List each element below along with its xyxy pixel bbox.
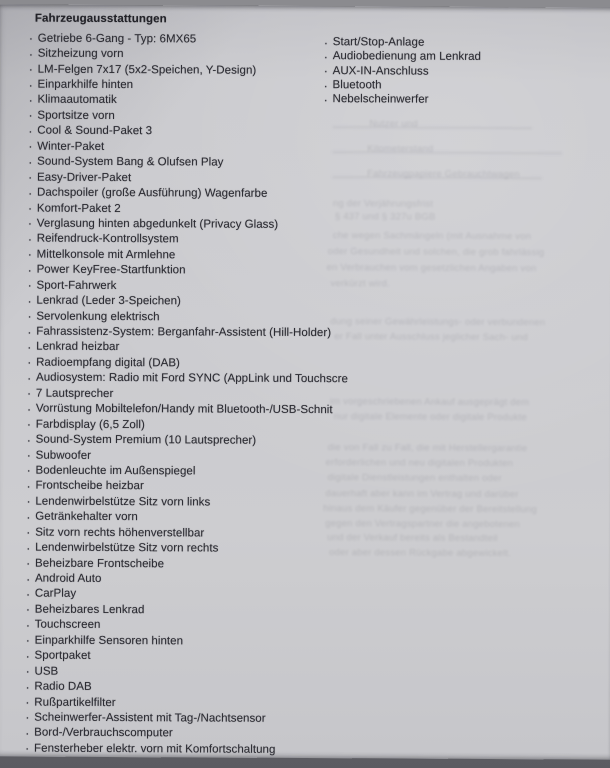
list-item-label: Vorrüstung Mobiltelefon/Handy mit Bluetooth-/USB-Schnit bbox=[35, 402, 333, 417]
list-item-label: Start/Stop-Anlage bbox=[332, 36, 425, 49]
list-item-label: Farbdisplay (6,5 Zoll) bbox=[35, 418, 145, 431]
list-item-label: CarPlay bbox=[34, 588, 77, 601]
bullet-dot-icon: · bbox=[26, 385, 32, 401]
list-item bbox=[323, 49, 482, 65]
list-item-label: Scheinwerfer-Assistent mit Tag-/Nachtsensor bbox=[34, 711, 266, 725]
bullet-dot-icon: · bbox=[28, 46, 34, 62]
list-item-label: Audiosystem: Radio mit Ford SYNC (AppLink und Touchscre bbox=[35, 371, 348, 386]
bullet-dot-icon: · bbox=[25, 663, 30, 679]
bullet-dot-icon: · bbox=[27, 324, 32, 340]
list-item-label: Verglasung hinten abgedunkelt (Privacy Glass) bbox=[36, 217, 279, 231]
list-item-label: Sport-Fahrwerk bbox=[36, 279, 117, 292]
list-item-label: Mittelkonsole mit Armlehne bbox=[36, 248, 176, 262]
list-item-label: Beheizbares Lenkrad bbox=[34, 603, 145, 617]
list-item-label: Lendenwirbelstütze Sitz vorn links bbox=[35, 495, 211, 509]
bleed-line: Fahrzeugpapiere Gebrauchtwagen bbox=[367, 168, 520, 181]
bullet-dot-icon: · bbox=[26, 555, 31, 571]
list-item-label: Einparkhilfe Sensoren hinten bbox=[34, 634, 184, 648]
bullet-dot-icon: · bbox=[25, 710, 30, 726]
list-item-label: Cool & Sound-Paket 3 bbox=[37, 124, 153, 138]
bullet-dot-icon: · bbox=[25, 679, 30, 695]
list-item-label: Nebelscheinwerfer bbox=[332, 93, 429, 106]
list-item-label: Reifendruck-Kontrollsystem bbox=[36, 232, 179, 246]
list-item-label: Power KeyFree-Startfunktion bbox=[36, 263, 186, 277]
list-item-label: Sportpaket bbox=[34, 649, 91, 663]
list-item-label: AUX-IN-Anschluss bbox=[332, 64, 429, 78]
list-item-label: Sitz vorn rechts höhenverstellbar bbox=[35, 526, 205, 540]
list-item bbox=[323, 77, 481, 93]
bleed-line: hinaus dem Käufer gegenüber der Bereitstellung bbox=[323, 503, 537, 516]
bullet-dot-icon: · bbox=[27, 200, 33, 216]
list-item-label: Servolenkung elektrisch bbox=[36, 310, 160, 323]
bleed-line: und der Verkauf bereits als Bestandteil bbox=[327, 532, 498, 545]
bullet-dot-icon: · bbox=[28, 77, 33, 93]
bleed-line: Nutzer und bbox=[369, 118, 418, 130]
list-item bbox=[323, 63, 481, 79]
bullet-dot-icon: · bbox=[28, 169, 33, 185]
bleed-line: erforderlichen und neu digitalen Produkten bbox=[325, 457, 514, 470]
bullet-dot-icon: · bbox=[27, 354, 32, 370]
list-item-label: Lenkrad (Leder 3-Speichen) bbox=[36, 294, 181, 308]
equipment-list-left bbox=[25, 30, 610, 760]
bleed-line: che wegen Sachmängeln (mit Ausnahme von bbox=[332, 230, 532, 243]
equipment-columns bbox=[25, 30, 610, 760]
list-item-label: Rußpartikelfilter bbox=[34, 696, 116, 709]
bleed-line: dung seiner Gewährleistungs- oder verbundenen bbox=[330, 316, 546, 329]
list-item-label: Subwoofer bbox=[35, 449, 92, 462]
bullet-dot-icon: · bbox=[28, 154, 33, 170]
list-item-label: Sportsitze vorn bbox=[37, 109, 115, 122]
bullet-dot-icon: · bbox=[25, 648, 30, 664]
bullet-dot-icon: · bbox=[26, 463, 31, 479]
list-item-label: Einparkhilfe hinten bbox=[37, 78, 134, 92]
bullet-dot-icon: · bbox=[26, 524, 31, 540]
bullet-dot-icon: · bbox=[26, 509, 31, 525]
list-item-label: Bluetooth bbox=[332, 79, 382, 92]
list-item-label: Lendenwirbelstütze Sitz vorn rechts bbox=[35, 541, 219, 555]
list-item-label: Radioempfang digital (DAB) bbox=[36, 356, 180, 370]
list-item-label: Touchscreen bbox=[34, 618, 101, 632]
bullet-dot-icon: · bbox=[323, 34, 329, 50]
bullet-dot-icon: · bbox=[26, 540, 31, 556]
bullet-dot-icon: · bbox=[27, 246, 33, 262]
bullet-dot-icon: · bbox=[26, 447, 32, 463]
equipment-list-right bbox=[323, 34, 482, 107]
bullet-dot-icon: · bbox=[26, 432, 32, 448]
bullet-dot-icon: · bbox=[323, 63, 329, 79]
bleed-line: en Verbrauchen vom gesetzlichen Angaben von bbox=[326, 262, 537, 275]
bleed-line: digitale Dienstleistungen enthalten oder bbox=[327, 472, 502, 485]
list-item-label: Android Auto bbox=[34, 572, 102, 585]
list-item-label: Fahrassistenz-System: Berganfahr-Assistent (Hill-Holder) bbox=[36, 325, 332, 340]
bullet-dot-icon: · bbox=[28, 30, 34, 46]
bullet-dot-icon: · bbox=[25, 586, 31, 602]
bullet-dot-icon: · bbox=[26, 493, 31, 509]
bleed-line: nur digitale Elemente oder digitale Produkte bbox=[333, 411, 527, 424]
paper-page bbox=[0, 4, 610, 759]
list-item-label: Sitzheizung vorn bbox=[37, 47, 124, 61]
bullet-dot-icon: · bbox=[323, 49, 329, 65]
list-item-label: Easy-Driver-Paket bbox=[37, 171, 132, 184]
list-item-label: 7 Lautsprecher bbox=[35, 387, 114, 400]
bullet-dot-icon: · bbox=[323, 77, 328, 93]
bleed-line: oder Gesundheit und solchen, die grob fahrlässig bbox=[327, 246, 545, 259]
list-item-label: Audiobedienung am Lenkrad bbox=[332, 50, 482, 64]
bullet-dot-icon: · bbox=[25, 632, 31, 648]
bullet-dot-icon: · bbox=[27, 339, 32, 355]
bullet-dot-icon: · bbox=[27, 231, 33, 247]
bullet-dot-icon: · bbox=[25, 601, 31, 617]
list-item-label: Komfort-Paket 2 bbox=[36, 202, 121, 215]
bullet-dot-icon: · bbox=[323, 91, 328, 107]
bleed-line: Kilometerstand bbox=[367, 143, 434, 155]
bullet-dot-icon: · bbox=[27, 185, 33, 201]
bullet-dot-icon: · bbox=[27, 308, 32, 324]
list-item-label: USB bbox=[34, 665, 59, 678]
list-item-label: Winter-Paket bbox=[37, 140, 105, 153]
bleed-line: oder aber dessen Rückgabe abgewickelt. bbox=[329, 547, 512, 560]
bullet-dot-icon: · bbox=[25, 725, 30, 741]
bullet-dot-icon: · bbox=[26, 370, 32, 386]
list-item-label: Fensterheber elektr. vorn mit Komfortschaltung bbox=[34, 742, 276, 756]
bullet-dot-icon: · bbox=[26, 401, 32, 417]
list-item-label: Getriebe 6-Gang - Typ: 6MX65 bbox=[37, 32, 197, 46]
bullet-dot-icon: · bbox=[27, 216, 33, 232]
list-item-label: Bord-/Verbrauchscomputer bbox=[34, 726, 173, 740]
list-item-label: Sound-System Premium (10 Lautsprecher) bbox=[35, 433, 257, 447]
list-item bbox=[323, 34, 481, 50]
bullet-dot-icon: · bbox=[28, 123, 33, 139]
bleed-line: gegen den Vertragspartner die angebotenen bbox=[325, 518, 520, 531]
bleed-line: er Fall unter Ausschluss jeglicher Sach- und bbox=[334, 331, 528, 344]
bleed-line: ng der Verjährungsfrist bbox=[332, 198, 434, 210]
list-item-label: Sound-System Bang & Olufsen Play bbox=[37, 155, 224, 169]
bullet-dot-icon: · bbox=[25, 617, 31, 633]
bullet-dot-icon: · bbox=[28, 138, 33, 154]
bullet-dot-icon: · bbox=[27, 277, 32, 293]
bullet-dot-icon: · bbox=[28, 92, 33, 108]
bullet-dot-icon: · bbox=[26, 478, 31, 494]
list-item-label: LM-Felgen 7x17 (5x2-Speichen, Y-Design) bbox=[37, 63, 257, 77]
list-item bbox=[25, 740, 610, 759]
bullet-dot-icon: · bbox=[25, 571, 31, 587]
bleed-line: § 437 und § 327u BGB bbox=[334, 211, 436, 223]
list-item-label: Lenkrad heizbar bbox=[36, 341, 120, 354]
bullet-dot-icon: · bbox=[25, 694, 30, 710]
bullet-dot-icon: · bbox=[26, 416, 32, 432]
list-item bbox=[323, 91, 480, 107]
list-item-label: Radio DAB bbox=[34, 680, 92, 693]
bullet-dot-icon: · bbox=[27, 262, 33, 278]
list-item-label: Klimaautomatik bbox=[37, 94, 117, 107]
list-item-label: Bodenleuchte im Außenspiegel bbox=[35, 464, 196, 478]
bleed-line: verkürzt wird. bbox=[330, 278, 390, 290]
page-title: Fahrzeugausstattungen bbox=[34, 12, 167, 26]
document-content bbox=[0, 4, 610, 759]
bullet-dot-icon: · bbox=[27, 293, 32, 309]
bullet-dot-icon: · bbox=[28, 61, 34, 77]
bleed-line: dauerhaft aber kann im Vertrag und darüber bbox=[325, 488, 519, 501]
bullet-dot-icon: · bbox=[28, 107, 33, 123]
list-item-label: Getränkehalter vorn bbox=[35, 510, 138, 524]
bleed-line: im vorgeschriebenen Ankauf ausgeprägt dem bbox=[329, 396, 530, 409]
bullet-dot-icon: · bbox=[25, 740, 30, 756]
list-item-label: Frontscheibe heizbar bbox=[35, 479, 144, 493]
list-item-label: Beheizbare Frontscheibe bbox=[35, 557, 165, 570]
list-item-label: Dachspoiler (große Ausführung) Wagenfarbe bbox=[36, 186, 268, 200]
bleed-line: die von Fall zu Fall, die mit Herstellergarantie bbox=[327, 442, 528, 455]
